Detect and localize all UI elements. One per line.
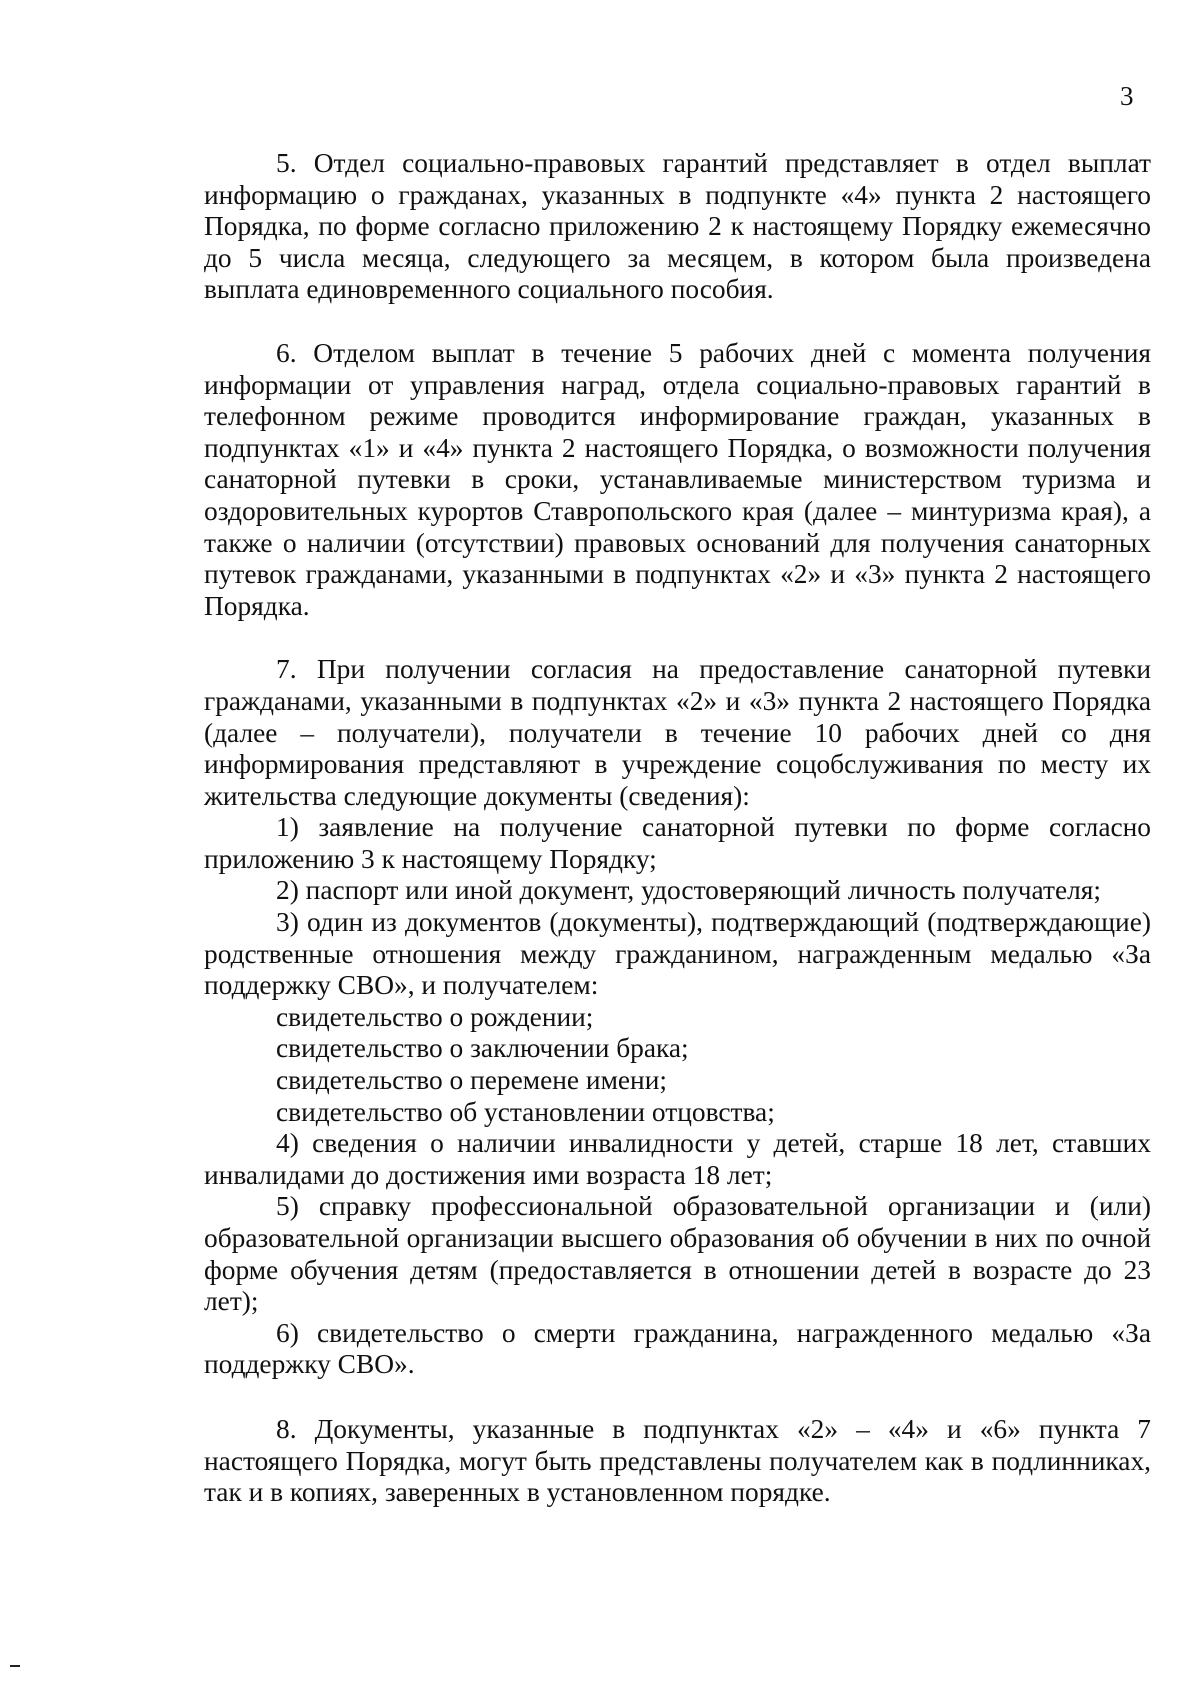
paragraph-7-item-3-birth: свидетельство о рождении; bbox=[276, 1001, 594, 1032]
paragraph-7-item-3: 3) один из документов (документы), подтверждающий (подтверждающие) родственные отношения между гражданином, награжденным медалью «За поддержку СВО», и получателем: bbox=[204, 907, 1151, 1001]
margin-mark bbox=[10, 1665, 20, 1667]
paragraph-8: 8. Документы, указанные в подпунктах «2» – «4» и «6» пункта 7 настоящего Порядка, могут быть представлены получателем как в подлинниках, так и в копиях, заверенных в установленном порядке. bbox=[204, 1413, 1151, 1508]
page-number: 3 bbox=[1120, 81, 1134, 111]
paragraph-7-item-4: 4) сведения о наличии инвалидности у детей, старше 18 лет, ставших инвалидами до достижения ими возраста 18 лет; bbox=[204, 1128, 1151, 1190]
document-body bbox=[204, 148, 1151, 1509]
paragraph-6: 6. Отделом выплат в течение 5 рабочих дней с момента получения информации от управления наград, отдела социально-правовых гарантий в телефонном режиме проводится информирование граждан, указанных в подпунктах «1» и «4» пункта 2 настоящего Порядка, о возможности получения санаторной путевки в сроки, устанавливаемые министерством туризма и оздоровительных курортов Ставропольского края (далее – минтуризма края), а также о наличии (отсутствии) правовых оснований для получения санаторных путевок гражданами, указанными в подпунктах «2» и «3» пункта 2 настоящего Порядка. bbox=[204, 337, 1151, 621]
paragraph-7-item-3-paternity: свидетельство об установлении отцовства; bbox=[276, 1096, 775, 1127]
paragraph-7: 7. При получении согласия на предоставление санаторной путевки гражданами, указанными в подпунктах «2» и «3» пункта 2 настоящего Порядка (далее – получатели), получатели в течение 10 рабочих дней со дня информирования представляют в учреждение соцобслуживания по месту их жительства следующие документы (сведения): bbox=[204, 654, 1151, 811]
paragraph-7-item-3-name-change: свидетельство о перемене имени; bbox=[276, 1065, 667, 1096]
paragraph-7-item-1: 1) заявление на получение санаторной путевки по форме согласно приложению 3 к настоящему Порядку; bbox=[204, 812, 1151, 874]
paragraph-7-item-6: 6) свидетельство о смерти гражданина, награжденного медалью «За поддержку СВО». bbox=[204, 1317, 1151, 1380]
paragraph-7-item-3-marriage: свидетельство о заключении брака; bbox=[276, 1033, 689, 1064]
paragraph-5: 5. Отдел социально-правовых гарантий представляет в отдел выплат информацию о гражданах, указанных в подпункте «4» пункта 2 настоящего Порядка, по форме согласно приложению 2 к настоящему Порядку ежемесячно до 5 числа месяца, следующего за месяцем, в котором была произведена выплата единовременного социального пособия. bbox=[204, 148, 1151, 305]
paragraph-7-item-5: 5) справку профессиональной образовательной организации и (или) образовательной организации высшего образования об обучении в них по очной форме обучения детям (предоставляется в отношении детей в возрасте до 23 лет); bbox=[204, 1191, 1151, 1317]
paragraph-7-item-2: 2) паспорт или иной документ, удостоверяющий личность получателя; bbox=[276, 875, 1102, 906]
